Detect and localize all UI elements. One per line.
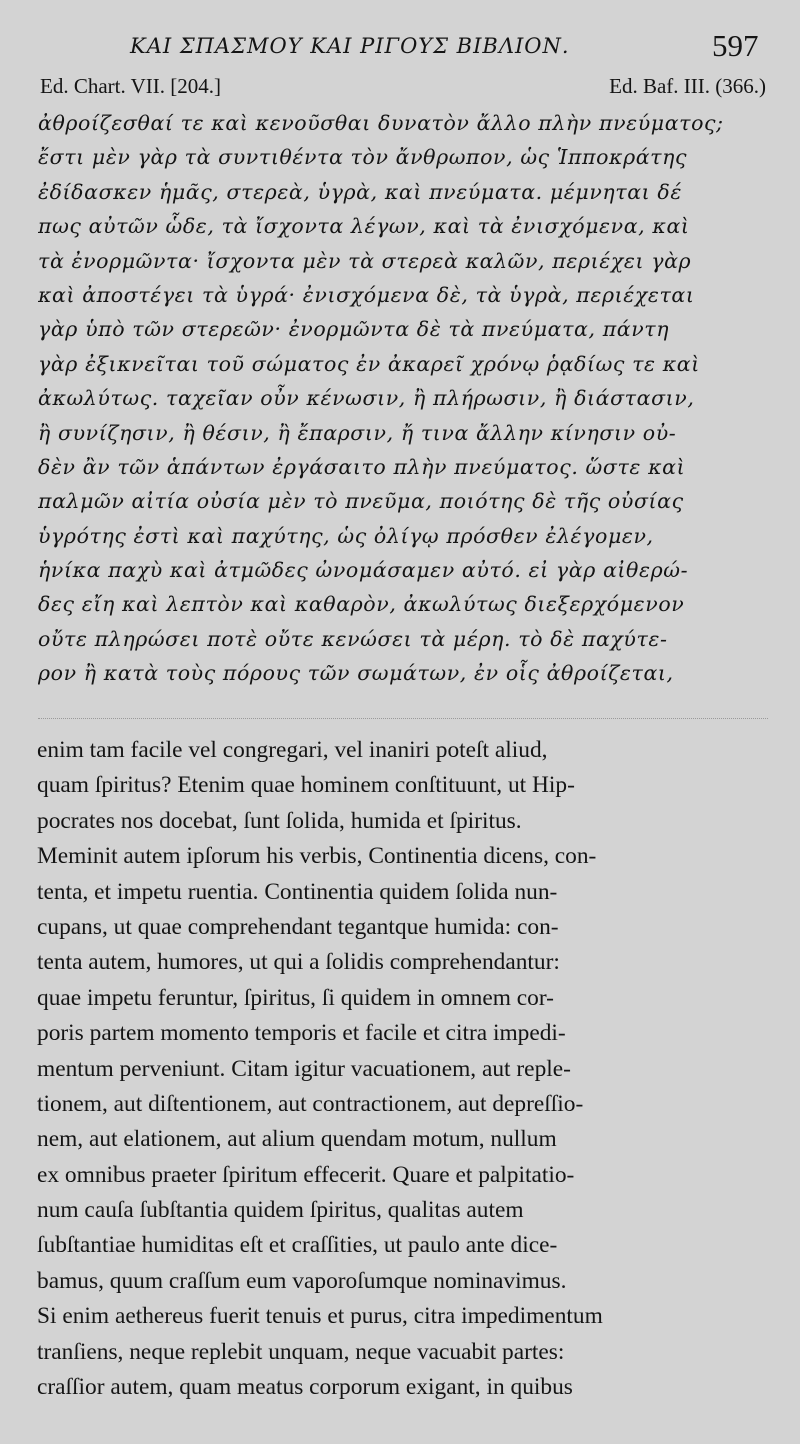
latin-line: nem, aut elationem, aut alium quendam motum, nullum [37,1126,557,1153]
latin-line: tionem, aut diſtentionem, aut contractionem, aut depreſſio- [37,1090,584,1117]
greek-line: ἔστι μὲν γὰρ τὰ συντιθέντα τὸν ἄνθρωπον, ὡς Ἱπποκράτης [38,145,688,170]
latin-line: tenta, et impetu ruentia. Continentia quidem ſolida nun- [37,878,558,905]
latin-line: mentum perveniunt. Citam igitur vacuationem, aut reple- [37,1055,571,1082]
latin-line: enim tam facile vel congregari, vel inaniri poteſt aliud, [37,737,548,763]
greek-line: ἀκωλύτως. ταχεῖαν οὖν κένωσιν, ἢ πλήρωσιν, ἢ διάστασιν, [38,386,695,411]
greek-line: γὰρ ὑπὸ τῶν στερεῶν· ἐνορμῶντα δὲ τὰ πνεύματα, πάντη [38,317,670,342]
edition-chartier-reference: Ed. Chart. VII. [204.] [40,74,221,98]
greek-line: ἢ συνίζησιν, ἢ θέσιν, ἢ ἔπαρσιν, ἤ τινα ἄλλην κίνησιν οὐ- [38,420,677,445]
greek-line: ἀθροίζεσθαί τε καὶ κενοῦσθαι δυνατὸν ἄλλο πλὴν πνεύματος; [38,111,724,135]
greek-line: οὔτε πληρώσει ποτὲ οὔτε κενώσει τὰ μέρη. τὸ δὲ παχύτε- [38,626,668,651]
running-title: ΚΑΙ ΣΠΑΣΜΟΥ ΚΑΙ ΡΙΓΟΥΣ ΒΙΒΛΙΟΝ. [130,34,570,58]
section-divider [38,718,768,719]
greek-line: πως αὐτῶν ὧδε, τὰ ἴσχοντα λέγων, καὶ τὰ ἐνισχόμενα, καὶ [38,214,690,239]
greek-line: τὰ ἐνορμῶντα· ἴσχοντα μὲν τὰ στερεὰ καλῶν, περιέχει γὰρ [38,248,692,273]
greek-line: δὲν ἂν τῶν ἁπάντων ἐργάσαιτο πλὴν πνεύματος. ὥστε καὶ [38,454,686,479]
latin-text-block [37,733,767,1405]
greek-line: δες εἴη καὶ λεπτὸν καὶ καθαρὸν, ἀκωλύτως διεξερχόμενον [38,592,685,617]
greek-line: ρον ἢ κατὰ τοὺς πόρους τῶν σωμάτων, ἐν οἷς ἀθροίζεται, [38,661,674,686]
latin-line: cupans, ut quae comprehendant tegantque humida: con- [37,913,559,940]
latin-line: Si enim aethereus fuerit tenuis et purus, citra impedimentum [37,1303,603,1330]
latin-line: ex omnibus praeter ſpiritum effecerit. Quare et palpitatio- [37,1161,575,1188]
greek-line: ἐδίδασκεν ἡμᾶς, στερεὰ, ὑγρὰ, καὶ πνεύματα. μέμνηται δέ [38,179,682,204]
latin-line: bamus, quum craſſum eum vaporoſumque nominavimus. [37,1267,567,1294]
greek-line: ἡνίκα παχὺ καὶ ἀτμῶδες ὠνομάσαμεν αὐτό. εἰ γὰρ αἰθερώ- [38,558,689,583]
greek-text-block [38,106,768,691]
latin-line: craſſior autem, quam meatus corporum exigant, in quibus [37,1374,573,1401]
edition-reference-line [40,74,766,104]
edition-basel-reference: Ed. Baf. III. (366.) [609,74,766,98]
latin-line: tenta autem, humores, ut qui a ſolidis comprehendantur: [37,949,560,976]
greek-line: παλμῶν αἰτία οὐσία μὲν τὸ πνεῦμα, ποιότης δὲ τῆς οὐσίας [38,489,684,514]
latin-line: quam ſpiritus? Etenim quae hominem conſtituunt, ut Hip- [37,772,575,799]
greek-line: γὰρ ἐξικνεῖται τοῦ σώματος ἐν ἀκαρεῖ χρόνῳ ῥᾳδίως τε καὶ [38,351,700,376]
latin-line: num cauſa ſubſtantia quidem ſpiritus, qualitas autem [37,1197,524,1224]
latin-line: poris partem momento temporis et facile et citra impedi- [37,1020,566,1047]
latin-line: tranſiens, neque replebit unquam, neque vacuabit partes: [37,1338,565,1365]
latin-line: ſubſtantiae humiditas eſt et craſſities, ut paulo ante dice- [37,1232,558,1259]
greek-line: καὶ ἀποστέγει τὰ ὑγρά· ἐνισχόμενα δὲ, τὰ ὑγρὰ, περιέχεται [38,282,695,307]
greek-line: ὑγρότης ἐστὶ καὶ παχύτης, ὡς ὀλίγῳ πρόσθεν ἐλέγομεν, [38,523,654,548]
latin-line: pocrates nos docebat, ſunt ſolida, humida et ſpiritus. [37,807,522,834]
page-number: 597 [712,28,759,63]
latin-line: Meminit autem ipſorum his verbis, Continentia dicens, con- [37,843,597,870]
latin-line: quae impetu feruntur, ſpiritus, ſi quidem in omnem cor- [37,984,554,1011]
running-head [0,28,800,68]
